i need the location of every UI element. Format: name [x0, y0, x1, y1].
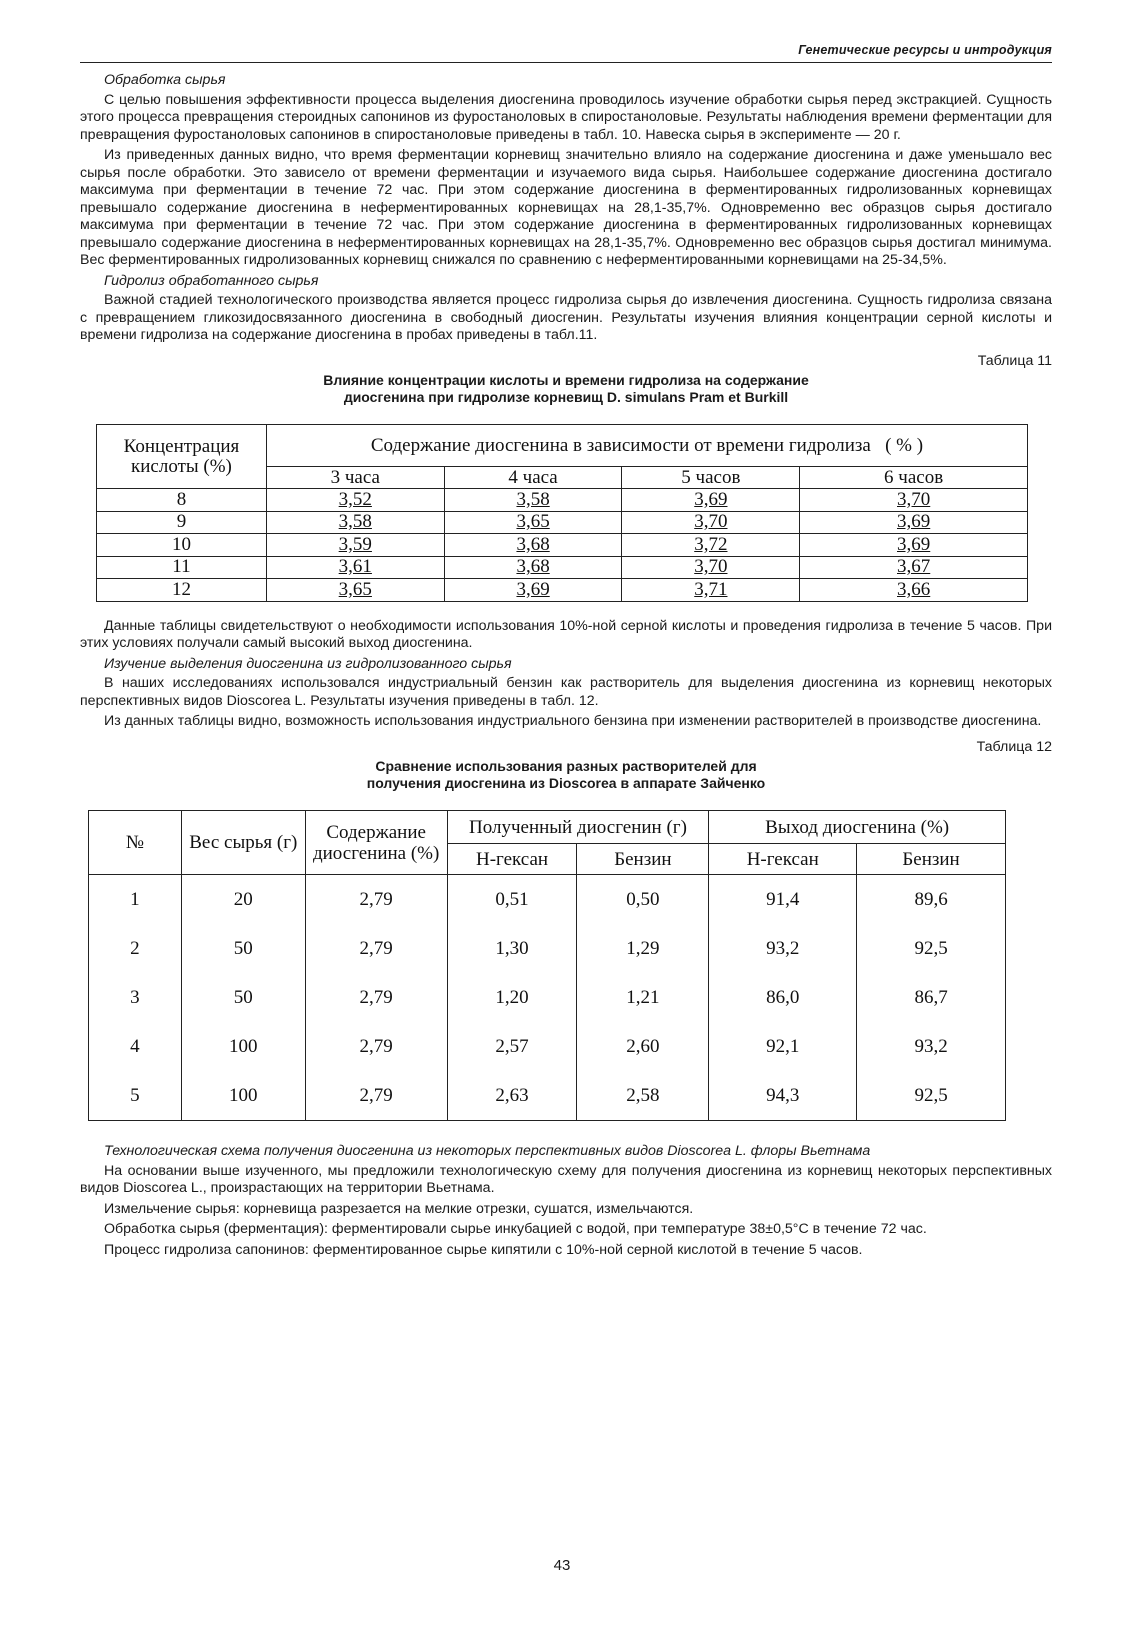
table-11-cell-value: 3,65 — [444, 511, 622, 534]
table-11-cell-value: 3,70 — [800, 489, 1028, 512]
section-title-processing: Обработка сырья — [104, 72, 226, 88]
table-12-header-obtained: Полученный диосгенин (г) — [447, 811, 709, 844]
table-11-cell-value: 3,69 — [800, 534, 1028, 557]
paragraph-scheme-intro: На основании выше изученного, мы предложили технологическую схему для получения диосгенина из корневищ некоторых перспективных видов Dioscorea L., произрастающих на территории Вьетнама. — [80, 1162, 1052, 1196]
table-row — [97, 534, 1028, 557]
table-11-caption-line-2: диосгенина при гидролизе корневищ D. simulans Pram et Burkill — [343, 389, 789, 405]
table-12-cell-number: 5 — [89, 1071, 182, 1121]
table-12-caption — [80, 758, 1052, 792]
table-12-caption-line-1: Сравнение использования разных растворителей для — [375, 758, 757, 774]
table-12-cell-weight: 100 — [181, 1071, 305, 1121]
running-head: Генетические ресурсы и интродукция — [80, 42, 1052, 63]
table-11-header-time: 3 часа — [266, 467, 444, 489]
paragraph-processing-intro: С целью повышения эффективности процесса выделения диосгенина проводилось изучение обработки сырья перед экстракцией. Сущность этого процесса превращения стероидных сапонинов из фуростаноловых в спиростаноловые. Результаты наблюдения времени ферментации для превращения фуростаноловых сапонинов в спиростаноловые приведены в табл. 10. Навеска сырья в эксперименте — 20 г. — [80, 91, 1052, 143]
paragraph-step-grinding: Измельчение сырья: корневища разрезается на мелкие отрезки, сушатся, измельчаются. — [104, 1200, 694, 1217]
table-12-cell-content: 2,79 — [305, 1022, 447, 1071]
table-11-cell-value: 3,65 — [266, 579, 444, 602]
table-11-cell-concentration: 8 — [97, 489, 267, 512]
paragraph-table-11-conclusion: Данные таблицы свидетельствуют о необходимости использования 10%-ной серной кислоты и проведения гидролиза в течение 5 часов. При этих условиях получали самый высокий выход диосгенина. — [80, 617, 1052, 651]
table-12-header-number: № — [89, 811, 182, 875]
table-12-cell-yield-hexane: 91,4 — [709, 875, 857, 925]
section-title-extraction: Изучение выделения диосгенина из гидролизованного сырья — [104, 655, 512, 672]
table-11-cell-concentration: 12 — [97, 579, 267, 602]
table-12-cell-obtained-benzin: 2,58 — [577, 1071, 709, 1121]
table-12-header-benzin: Бензин — [857, 844, 1006, 875]
table-12-cell-yield-hexane: 86,0 — [709, 973, 857, 1022]
table-12-cell-obtained-hexane: 1,30 — [447, 924, 577, 973]
table-12-cell-weight: 100 — [181, 1022, 305, 1071]
table-12-cell-content: 2,79 — [305, 973, 447, 1022]
table-row — [89, 875, 1006, 925]
table-12-header-benzin: Бензин — [577, 844, 709, 875]
table-11-cell-value: 3,68 — [444, 534, 622, 557]
table-11-cell-value: 3,70 — [622, 556, 800, 579]
table-12-cell-yield-hexane: 92,1 — [709, 1022, 857, 1071]
table-12-cell-yield-benzin: 92,5 — [857, 924, 1006, 973]
table-12-header-row — [89, 811, 1006, 844]
table-11-cell-value: 3,58 — [266, 511, 444, 534]
table-12-cell-yield-benzin: 89,6 — [857, 875, 1006, 925]
table-11-header-concentration-line-2: кислоты (%) — [131, 455, 232, 477]
table-12-cell-yield-benzin: 86,7 — [857, 973, 1006, 1022]
table-12-cell-obtained-hexane: 2,63 — [447, 1071, 577, 1121]
table-12-cell-obtained-benzin: 1,29 — [577, 924, 709, 973]
table-row — [89, 1022, 1006, 1071]
table-12-header-content: Содержание диосгенина (%) — [305, 811, 447, 875]
table-12-cell-weight: 20 — [181, 875, 305, 925]
table-12-caption-line-2: получения диосгенина из Dioscorea в аппарате Зайченко — [366, 775, 766, 791]
table-11-cell-value: 3,69 — [800, 511, 1028, 534]
table-11-cell-value: 3,69 — [444, 579, 622, 602]
table-11-cell-value: 3,52 — [266, 489, 444, 512]
table-12-cell-weight: 50 — [181, 924, 305, 973]
table-12-label: Таблица 12 — [976, 738, 1052, 755]
table-12-header-weight: Вес сырья (г) — [181, 811, 305, 875]
paragraph-extraction-conclusion: Из данных таблицы видно, возможность использования индустриального бензина при изменении растворителей в производстве диосгенина. — [104, 713, 1042, 729]
table-11-cell-value: 3,68 — [444, 556, 622, 579]
table-11-cell-value: 3,72 — [622, 534, 800, 557]
table-row — [97, 511, 1028, 534]
table-11-caption-line-1: Влияние концентрации кислоты и времени гидролиза на содержание — [323, 372, 809, 388]
table-12-cell-yield-benzin: 93,2 — [857, 1022, 1006, 1071]
section-title-hydrolysis: Гидролиз обработанного сырья — [104, 272, 319, 289]
table-11-cell-concentration: 9 — [97, 511, 267, 534]
table-11-cell-concentration: 10 — [97, 534, 267, 557]
table-12-cell-content: 2,79 — [305, 924, 447, 973]
table-11-header-time: 5 часов — [622, 467, 800, 489]
table-11-cell-value: 3,67 — [800, 556, 1028, 579]
table-row — [97, 556, 1028, 579]
table-row — [89, 924, 1006, 973]
table-12-cell-content: 2,79 — [305, 875, 447, 925]
table-11-cell-value: 3,66 — [800, 579, 1028, 602]
table-12 — [88, 810, 1006, 1121]
table-12-cell-yield-hexane: 93,2 — [709, 924, 857, 973]
table-11-header-concentration-line-1: Концентрация — [123, 435, 240, 457]
table-11-cell-value: 3,61 — [266, 556, 444, 579]
table-11-header-time: 4 часа — [444, 467, 622, 489]
section-title-technology-scheme: Технологическая схема получения диосгенина из некоторых перспективных видов Dioscorea L. флоры Вьетнама — [104, 1143, 871, 1159]
table-row — [97, 579, 1028, 602]
table-row — [89, 1071, 1006, 1121]
table-11-header-unit: ( % ) — [885, 434, 924, 456]
paragraph-step-hydrolysis: Процесс гидролиза сапонинов: ферментированное сырье кипятили с 10%-ной серной кислотой в течение 5 часов. — [104, 1241, 863, 1258]
table-11-cell-concentration: 11 — [97, 556, 267, 579]
table-12-cell-yield-hexane: 94,3 — [709, 1071, 857, 1121]
table-11-label: Таблица 11 — [977, 352, 1052, 369]
page-number: 43 — [553, 1557, 571, 1574]
table-12-cell-obtained-benzin: 0,50 — [577, 875, 709, 925]
table-12-cell-number: 3 — [89, 973, 182, 1022]
paragraph-extraction-method: В наших исследованиях использовался индустриальный бензин как растворитель для выделения диосгенина из корневищ некоторых перспективных видов Dioscorea L. Результаты изучения приведены в табл. 12. — [80, 675, 1052, 709]
table-12-cell-weight: 50 — [181, 973, 305, 1022]
table-11-cell-value: 3,70 — [622, 511, 800, 534]
table-12-cell-obtained-hexane: 0,51 — [447, 875, 577, 925]
table-12-cell-content: 2,79 — [305, 1071, 447, 1121]
table-row — [89, 973, 1006, 1022]
paragraph-step-fermentation: Обработка сырья (ферментация): ферментировали сырье инкубацией с водой, при температуре 38±0,5°С в течение 72 час. — [104, 1221, 927, 1237]
page-content — [80, 72, 1052, 1262]
table-11-header-content — [266, 425, 1027, 467]
table-12-cell-obtained-benzin: 1,21 — [577, 973, 709, 1022]
table-12-cell-number: 4 — [89, 1022, 182, 1071]
table-12-cell-obtained-benzin: 2,60 — [577, 1022, 709, 1071]
table-12-header-yield: Выход диосгенина (%) — [709, 811, 1006, 844]
table-12-cell-number: 1 — [89, 875, 182, 925]
table-12-header-hexane: Н-гексан — [447, 844, 577, 875]
table-11-caption — [80, 372, 1052, 406]
table-11-cell-value: 3,69 — [622, 489, 800, 512]
table-12-header-hexane: Н-гексан — [709, 844, 857, 875]
table-11-header-content-text: Содержание диосгенина в зависимости от времени гидролиза — [370, 434, 871, 456]
table-11-cell-value: 3,59 — [266, 534, 444, 557]
table-12-cell-yield-benzin: 92,5 — [857, 1071, 1006, 1121]
table-11-cell-value: 3,71 — [622, 579, 800, 602]
table-row — [97, 489, 1028, 512]
table-11-header-concentration — [97, 425, 267, 489]
table-12-cell-obtained-hexane: 1,20 — [447, 973, 577, 1022]
table-12-cell-obtained-hexane: 2,57 — [447, 1022, 577, 1071]
table-11-header-row — [97, 425, 1028, 467]
table-11-cell-value: 3,58 — [444, 489, 622, 512]
paragraph-hydrolysis: Важной стадией технологического производства является процесс гидролиза сырья до извлечения диосгенина. Сущность гидролиза связана с превращением гликозидосвязанного диосгенина в свободный диосгенин. Результаты изучения влияния концентрации серной кислоты и времени гидролиза на содержание диосгенина в пробах приведены в табл.11. — [80, 292, 1052, 343]
table-11 — [96, 424, 1028, 602]
paragraph-fermentation-results: Из приведенных данных видно, что время ферментации корневищ значительно влияло на содержание диосгенина и даже уменьшало вес сырья после обработки. Это зависело от времени ферментации и изучаемого вида сырья. Наибольшее содержание диосгенина достигало максимума при ферментации в течение 72 час. При этом содержание диосгенина в ферментированных гидролизованных корневищах превышало содержание диосгенина в неферментированных корневищах на 28,1-35,7%. Одновременно вес образцов сырья достигало максимума при ферментации в течение 72 час. При этом содержание диосгенина в ферментированных гидролизованных корневищах превышало содержание диосгенина в неферментированных корневищах на 28,1-35,7%. Одновременно вес образцов сырья достигал минимума. Вес ферментированных гидролизованных корневищ снижался по сравнению с неферментированными корневищами на 25-34,5%. — [80, 147, 1052, 268]
table-11-header-time: 6 часов — [800, 467, 1028, 489]
table-12-cell-number: 2 — [89, 924, 182, 973]
